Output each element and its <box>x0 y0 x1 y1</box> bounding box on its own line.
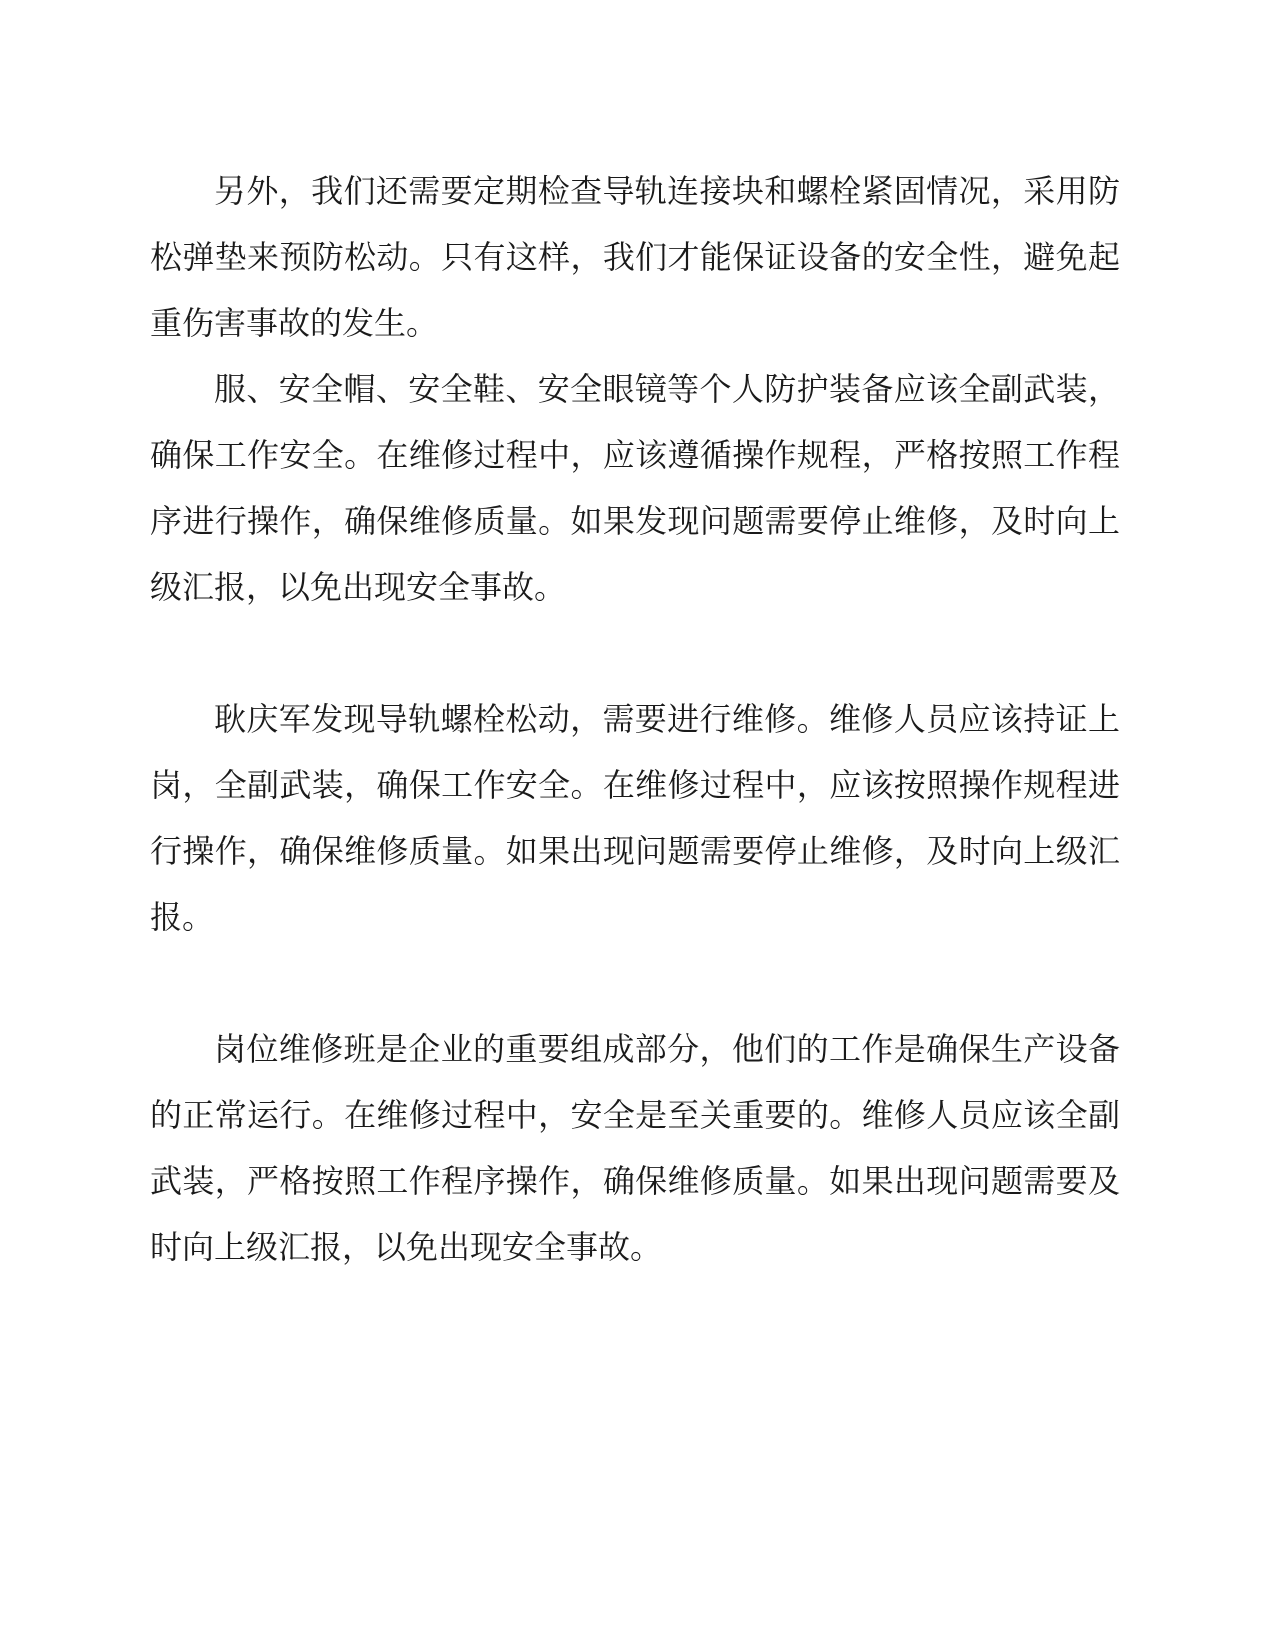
paragraph-bolt-repair: 耿庆军发现导轨螺栓松动，需要进行维修。维修人员应该持证上岗，全副武装，确保工作安全。在维修过程中，应该按照操作规程进行操作，确保维修质量。如果出现问题需要停止维修，及时向上级汇报。 <box>150 700 1120 936</box>
paragraph-inspection: 另外，我们还需要定期检查导轨连接块和螺栓紧固情况，采用防松弹垫来预防松动。只有这样，我们才能保证设备的安全性，避免起重伤害事故的发生。 <box>150 172 1120 342</box>
paragraph-block <box>150 686 1120 950</box>
paragraph-block <box>150 356 1120 620</box>
paragraph-maintenance-team: 岗位维修班是企业的重要组成部分，他们的工作是确保生产设备的正常运行。在维修过程中，安全是至关重要的。维修人员应该全副武装，严格按照工作程序操作，确保维修质量。如果出现问题需要及时向上级汇报，以免出现安全事故。 <box>150 1030 1120 1266</box>
paragraph-block <box>150 1016 1120 1280</box>
paragraph-block <box>150 158 1120 356</box>
paragraph-protective-equipment: 服、安全帽、安全鞋、安全眼镜等个人防护装备应该全副武装，确保工作安全。在维修过程中，应该遵循操作规程，严格按照工作程序进行操作，确保维修质量。如果发现问题需要停止维修，及时向上级汇报，以免出现安全事故。 <box>150 370 1120 606</box>
